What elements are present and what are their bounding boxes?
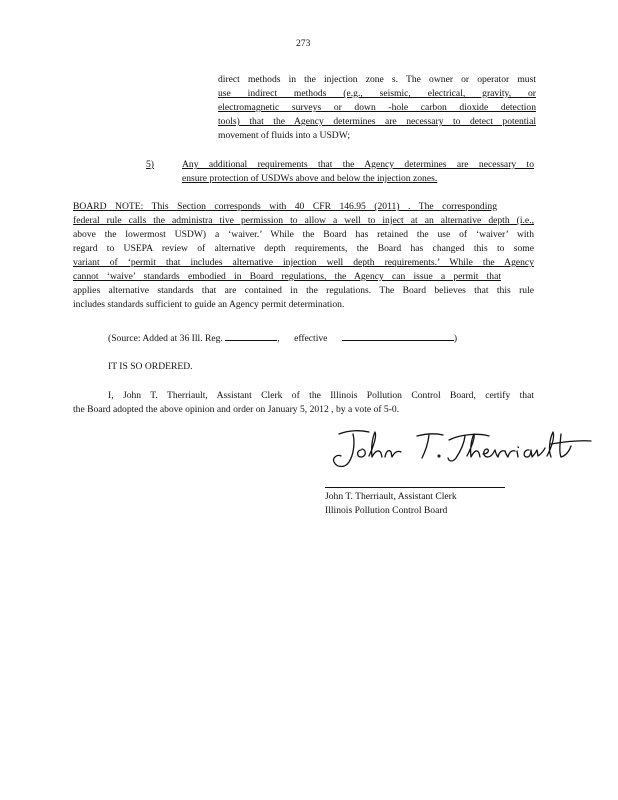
paragraph-d-line: movement of fluids into a USDW;: [218, 130, 351, 141]
board-note-line: above the lowermost USDW) a ‘waiver.’ While the Board has retained the use of ‘waiver’ with: [73, 229, 534, 240]
paragraph-d: [218, 73, 536, 143]
board-note-line: cannot ‘waive’ standards embodied in Board regulations, the Agency can issue a permit that: [73, 271, 501, 282]
board-note-line: applies alternative standards that are contained in the regulations. The Board believes that this rule: [73, 285, 534, 296]
board-note-line: BOARD NOTE: This Section corresponds with 40 CFR 146.95 (2011) . The corresponding: [73, 201, 497, 212]
item-5-number: 5): [146, 159, 154, 170]
signer-name: John T. Therriault, Assistant Clerk: [325, 491, 457, 502]
paragraph-d-line: tools) that the Agency determines are necessary to detect potential: [218, 116, 536, 127]
certification-line-1: I, John T. Therriault, Assistant Clerk of the Illinois Pollution Control Board, certify that: [108, 390, 534, 401]
reg-blank: [225, 330, 277, 341]
paragraph-d-line: use indirect methods (e.g., seismic, electrical, gravity, or: [218, 88, 536, 99]
certification-line-2: the Board adopted the above opinion and order on January 5, 2012 , by a vote of 5-0.: [73, 404, 400, 415]
board-note: [73, 200, 534, 312]
source-comma: ,: [277, 333, 280, 344]
signature-line: [325, 487, 505, 488]
signer-organization: Illinois Pollution Control Board: [325, 505, 448, 516]
board-note-line: federal rule calls the administra tive permission to allow a well to inject at an alternative depth (i.e.,: [73, 215, 534, 226]
board-note-line: variant of ‘permit that includes alternative injection well depth requirements.’ While the Agency: [73, 257, 534, 268]
effective-label: effective: [294, 333, 328, 344]
item-5-line: Any additional requirements that the Agency determines are necessary to: [182, 159, 534, 170]
source-note: [108, 330, 457, 346]
board-note-line: regard to USEPA review of alternative depth requirements, the Board has changed this to some: [73, 243, 534, 254]
so-ordered: IT IS SO ORDERED.: [108, 361, 193, 372]
item-5-line: ensure protection of USDWs above and below the injection zones.: [182, 173, 438, 184]
board-note-line: includes standards sufficient to guide an Agency permit determination.: [73, 299, 345, 310]
paragraph-d-line: direct methods in the injection zone s. The owner or operator must: [218, 74, 536, 85]
effective-blank: [342, 330, 454, 341]
source-close: ): [453, 333, 458, 344]
page-number: 273: [296, 38, 311, 49]
handwritten-signature: [325, 420, 595, 480]
source-prefix: (Source: Added at 36 Ill. Reg.: [108, 333, 223, 344]
paragraph-d-line: electromagnetic surveys or down -hole carbon dioxide detection: [218, 102, 536, 113]
item-5: [182, 158, 534, 186]
